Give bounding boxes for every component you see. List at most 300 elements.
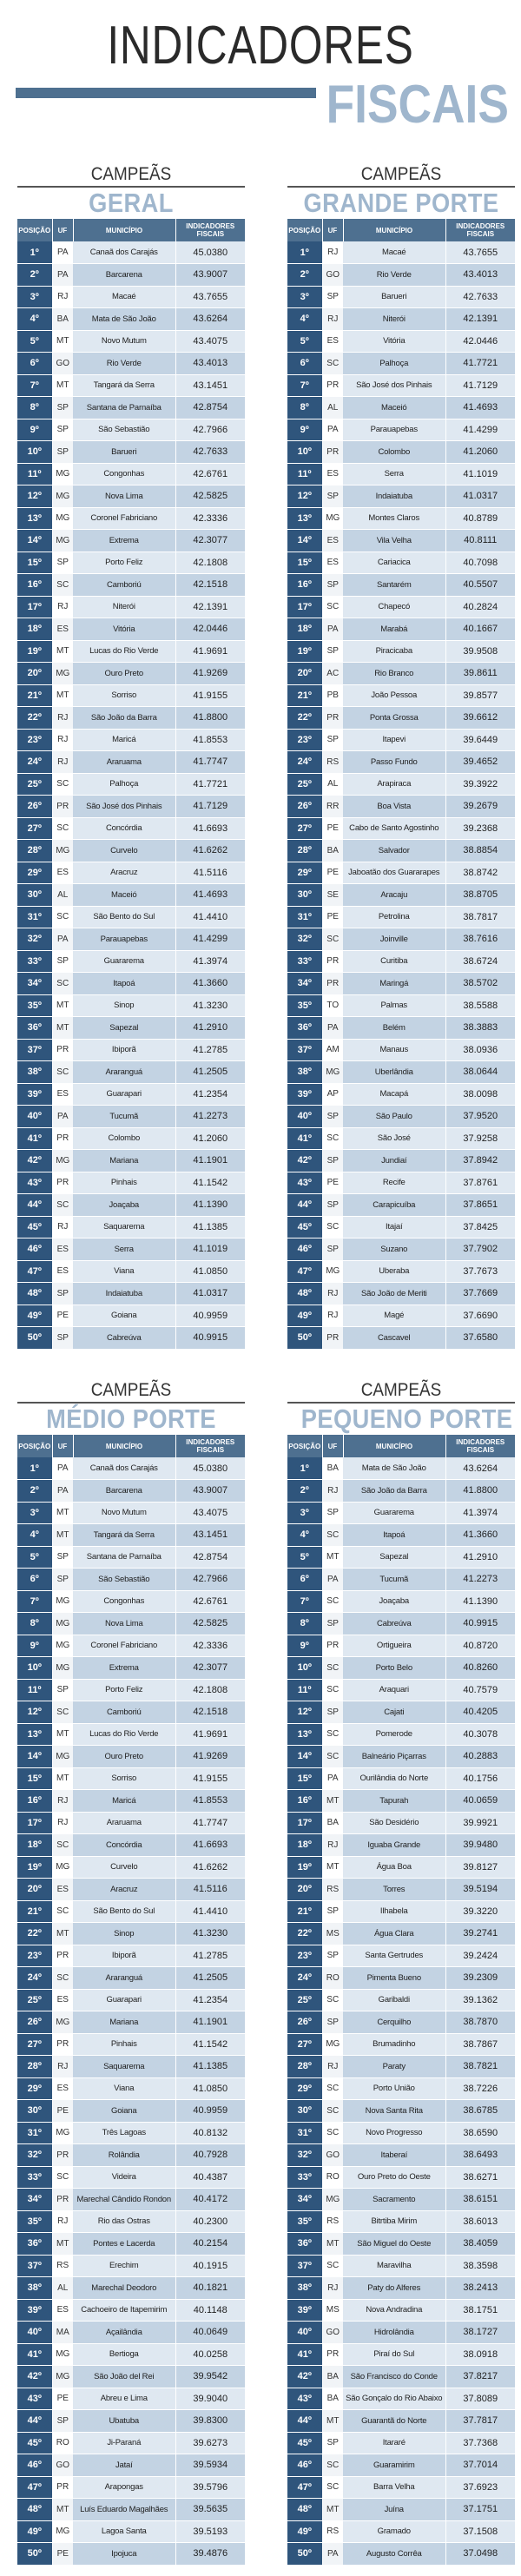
rank-cell: 30º [17, 884, 52, 907]
rank-cell: 25º [287, 1989, 322, 2011]
table-header [287, 219, 515, 241]
rank-cell: 41º [287, 2343, 322, 2366]
rank-cell: 15º [287, 1767, 322, 1790]
indicator-cell: 37.7014 [445, 2454, 515, 2477]
municipality-cell: Sinop [73, 994, 175, 1017]
indicator-cell: 38.8705 [445, 884, 515, 907]
rank-cell: 4º [287, 308, 322, 331]
indicator-cell: 41.7721 [175, 773, 245, 796]
municipality-cell: São Bento do Sul [73, 1900, 175, 1923]
rank-cell: 9º [17, 419, 52, 441]
ranking-table [17, 219, 245, 1350]
state-cell: PE [322, 862, 343, 884]
table-row [287, 640, 515, 663]
state-cell: PE [52, 2543, 73, 2566]
municipality-cell: Macaé [343, 241, 445, 264]
indicator-cell: 42.6761 [175, 1590, 245, 1613]
state-cell: SC [322, 1746, 343, 1768]
state-cell: SC [322, 2100, 343, 2123]
state-cell: MG [322, 2033, 343, 2056]
state-cell: PA [52, 1457, 73, 1480]
state-cell: SC [52, 1967, 73, 1990]
indicator-cell: 41.2910 [445, 1546, 515, 1569]
table-row [287, 1172, 515, 1194]
rank-cell: 17º [17, 1812, 52, 1834]
indicator-cell: 41.1019 [175, 1238, 245, 1261]
state-cell: AC [322, 663, 343, 685]
indicator-cell: 41.1901 [175, 2011, 245, 2034]
municipality-cell: Rio Verde [343, 264, 445, 287]
indicator-cell: 39.5193 [175, 2520, 245, 2543]
indicator-cell: 38.6493 [445, 2144, 515, 2167]
municipality-cell: Macapá [343, 1083, 445, 1106]
table-row [287, 1127, 515, 1150]
table-row [287, 2100, 515, 2123]
ranking-panel-geral [17, 165, 245, 1350]
indicator-cell: 38.8742 [445, 862, 515, 884]
ranking-panel-medio-porte [17, 1381, 245, 2566]
table-row [287, 1723, 515, 1746]
rank-cell: 34º [17, 973, 52, 995]
state-cell: GO [322, 264, 343, 287]
indicator-cell: 41.2910 [175, 1017, 245, 1040]
state-cell: PA [322, 2543, 343, 2566]
state-cell: ES [322, 552, 343, 574]
table-row [287, 1017, 515, 1040]
category-title: GERAL [89, 188, 174, 218]
indicator-cell: 40.7928 [175, 2144, 245, 2167]
state-cell: MT [322, 1790, 343, 1813]
municipality-cell: Macaé [73, 286, 175, 308]
state-cell: SP [52, 2410, 73, 2433]
state-cell: RO [322, 2166, 343, 2189]
state-cell: MT [52, 1767, 73, 1790]
indicator-cell: 45.0380 [175, 241, 245, 264]
header-posicao: POSIÇÃO [17, 1435, 52, 1457]
rank-cell: 36º [287, 1017, 322, 1040]
table-row [287, 2033, 515, 2056]
rank-cell: 1º [287, 1457, 322, 1480]
table-row [17, 773, 245, 796]
rank-cell: 40º [287, 2322, 322, 2344]
rank-cell: 37º [17, 1039, 52, 1061]
municipality-cell: Maceió [343, 397, 445, 419]
indicator-cell: 39.8611 [445, 663, 515, 685]
municipality-cell: São José dos Pinhais [73, 796, 175, 818]
rank-cell: 42º [287, 2366, 322, 2388]
rank-cell: 13º [17, 1723, 52, 1746]
rank-cell: 18º [17, 618, 52, 641]
indicator-cell: 40.8132 [175, 2122, 245, 2144]
table-row [287, 441, 515, 464]
table-row [17, 2299, 245, 2322]
header-posicao: POSIÇÃO [287, 219, 322, 241]
municipality-cell: Saquarema [73, 2056, 175, 2078]
municipality-cell: Boa Vista [343, 796, 445, 818]
header-indicadores: INDICADORES FISCAIS [445, 219, 515, 241]
rank-cell: 37º [287, 2255, 322, 2277]
table-row [287, 264, 515, 287]
indicator-cell: 42.7633 [175, 441, 245, 464]
rank-cell: 25º [17, 773, 52, 796]
state-cell: PR [52, 2144, 73, 2167]
campeoes-label: CAMPEÃS [90, 164, 172, 184]
table-row [287, 1679, 515, 1701]
table-row [287, 2277, 515, 2300]
rank-cell: 7º [17, 1590, 52, 1613]
municipality-cell: Ourilândia do Norte [343, 1767, 445, 1790]
rank-cell: 49º [17, 2520, 52, 2543]
indicator-cell: 41.9269 [175, 1746, 245, 1768]
indicator-cell: 41.6262 [175, 840, 245, 862]
municipality-cell: Novo Mutum [73, 1502, 175, 1524]
state-cell: SC [52, 1701, 73, 1724]
state-cell: SC [52, 1834, 73, 1857]
indicator-cell: 41.6693 [175, 817, 245, 840]
table-row [287, 2144, 515, 2167]
state-cell: GO [52, 2454, 73, 2477]
rank-cell: 18º [287, 618, 322, 641]
municipality-cell: Itapoá [73, 973, 175, 995]
municipality-cell: Ubatuba [73, 2410, 175, 2433]
table-row [17, 330, 245, 353]
municipality-cell: Rio Branco [343, 663, 445, 685]
rank-cell: 11º [287, 463, 322, 485]
municipality-cell: Ibiporã [73, 1945, 175, 1967]
municipality-cell: Augusto Corrêa [343, 2543, 445, 2566]
table-row [287, 574, 515, 597]
rank-cell: 21º [17, 1900, 52, 1923]
table-row [17, 397, 245, 419]
table-row [287, 1657, 515, 1680]
municipality-cell: Parauapebas [73, 928, 175, 951]
table-row [287, 374, 515, 397]
table-row [287, 994, 515, 1017]
municipality-cell: Ipojuca [73, 2543, 175, 2566]
state-cell: SC [52, 906, 73, 928]
category-title: PEQUENO PORTE [300, 1404, 513, 1434]
indicator-cell: 43.4013 [445, 264, 515, 287]
state-cell: MG [52, 463, 73, 485]
state-cell: SP [322, 286, 343, 308]
municipality-cell: Bitrtiba Mirim [343, 2210, 445, 2233]
table-row [17, 2011, 245, 2034]
rank-cell: 26º [287, 2011, 322, 2034]
state-cell: SC [322, 928, 343, 951]
state-cell: SC [322, 1989, 343, 2011]
table-row [287, 241, 515, 264]
table-row [17, 1150, 245, 1172]
municipality-cell: Coronel Fabriciano [73, 1635, 175, 1657]
state-cell: RJ [322, 1834, 343, 1857]
indicator-cell: 38.4059 [445, 2233, 515, 2256]
state-cell: PA [322, 1017, 343, 1040]
table-row [17, 663, 245, 685]
indicator-cell: 39.2679 [445, 796, 515, 818]
rank-cell: 43º [287, 2388, 322, 2410]
table-row [287, 2122, 515, 2144]
table-header [17, 1435, 245, 1457]
state-cell: MG [52, 2122, 73, 2144]
table-row [287, 353, 515, 375]
rank-cell: 3º [287, 1502, 322, 1524]
table-row [287, 530, 515, 552]
municipality-cell: Mata de São João [73, 308, 175, 331]
state-cell: RJ [52, 596, 73, 618]
indicator-cell: 38.0644 [445, 1061, 515, 1084]
rank-cell: 48º [17, 1283, 52, 1305]
municipality-cell: Pinhais [73, 2033, 175, 2056]
indicator-cell: 37.9520 [445, 1106, 515, 1128]
state-cell: RJ [52, 2210, 73, 2233]
rank-cell: 12º [17, 485, 52, 508]
state-cell: PR [322, 374, 343, 397]
header-municipio: MUNICÍPIO [343, 219, 445, 241]
indicator-cell: 41.9269 [175, 663, 245, 685]
indicator-cell: 37.7669 [445, 1283, 515, 1305]
state-cell: RJ [322, 241, 343, 264]
municipality-cell: Tangará da Serra [73, 374, 175, 397]
indicator-cell: 38.3598 [445, 2255, 515, 2277]
municipality-cell: Marechal Deodoro [73, 2277, 175, 2300]
rank-cell: 43º [287, 1172, 322, 1194]
table-row [17, 1635, 245, 1657]
indicator-cell: 38.6590 [445, 2122, 515, 2144]
rank-cell: 4º [17, 1524, 52, 1547]
municipality-cell: Congonhas [73, 463, 175, 485]
table-row [17, 684, 245, 707]
indicator-cell: 41.1385 [175, 2056, 245, 2078]
table-row [17, 928, 245, 951]
state-cell: RJ [52, 286, 73, 308]
rank-cell: 5º [287, 330, 322, 353]
state-cell: BA [322, 840, 343, 862]
state-cell: PR [52, 1127, 73, 1150]
table-row [287, 330, 515, 353]
municipality-cell: Joaçaba [73, 1194, 175, 1217]
state-cell: BA [322, 2388, 343, 2410]
rank-cell: 44º [17, 1194, 52, 1217]
municipality-cell: Goiana [73, 2100, 175, 2123]
indicator-cell: 38.0098 [445, 1083, 515, 1106]
municipality-cell: Jaboatão dos Guararapes [343, 862, 445, 884]
state-cell: PE [52, 2100, 73, 2123]
table-row [287, 906, 515, 928]
state-cell: GO [52, 353, 73, 375]
state-cell: MT [52, 994, 73, 1017]
table-row [17, 1923, 245, 1945]
indicator-cell: 42.1808 [175, 552, 245, 574]
table-row [287, 973, 515, 995]
indicator-cell: 39.2424 [445, 1945, 515, 1967]
indicator-cell: 39.2741 [445, 1923, 515, 1945]
table-row [17, 2476, 245, 2499]
municipality-cell: Rio Verde [73, 353, 175, 375]
rank-cell: 17º [287, 596, 322, 618]
header-uf: UF [322, 1435, 343, 1457]
indicator-cell: 40.8260 [445, 1657, 515, 1680]
municipality-cell: Ponta Grossa [343, 707, 445, 730]
indicator-cell: 38.6271 [445, 2166, 515, 2189]
municipality-cell: Cabreúva [73, 1327, 175, 1350]
municipality-cell: Goiana [73, 1305, 175, 1327]
indicator-cell: 41.2785 [175, 1039, 245, 1061]
campeoes-label: CAMPEÃS [360, 164, 442, 184]
municipality-cell: Cerquilho [343, 2011, 445, 2034]
indicator-cell: 40.1148 [175, 2299, 245, 2322]
state-cell: ES [52, 618, 73, 641]
rank-cell: 30º [287, 2100, 322, 2123]
state-cell: RJ [52, 1790, 73, 1813]
municipality-cell: Arapongas [73, 2476, 175, 2499]
table-row [17, 1524, 245, 1547]
header-uf: UF [322, 219, 343, 241]
rank-cell: 48º [17, 2499, 52, 2521]
table-row [287, 2343, 515, 2366]
rank-cell: 36º [17, 2233, 52, 2256]
rank-cell: 40º [287, 1106, 322, 1128]
municipality-cell: Uberlândia [343, 1061, 445, 1084]
table-row [287, 2322, 515, 2344]
rank-cell: 45º [287, 1216, 322, 1238]
table-row [17, 1701, 245, 1724]
indicator-cell: 37.7368 [445, 2432, 515, 2454]
rank-cell: 27º [287, 817, 322, 840]
indicator-cell: 40.2824 [445, 596, 515, 618]
state-cell: SC [322, 1679, 343, 1701]
municipality-cell: Açailândia [73, 2322, 175, 2344]
ranking-table [17, 1435, 245, 2566]
table-row [287, 1106, 515, 1128]
municipality-cell: Palmas [343, 994, 445, 1017]
state-cell: RJ [52, 1812, 73, 1834]
municipality-cell: Extrema [73, 1657, 175, 1680]
state-cell: TO [322, 994, 343, 1017]
state-cell: MT [322, 2499, 343, 2521]
table-row [17, 1457, 245, 1480]
rank-cell: 5º [17, 1546, 52, 1569]
rank-cell: 18º [287, 1834, 322, 1857]
rank-cell: 9º [287, 1635, 322, 1657]
rank-cell: 9º [17, 1635, 52, 1657]
rank-cell: 33º [17, 2166, 52, 2189]
rank-cell: 27º [17, 817, 52, 840]
indicator-cell: 38.6724 [445, 950, 515, 973]
title-line-2: FISCAIS [326, 75, 509, 135]
table-row [17, 950, 245, 973]
indicator-cell: 39.6612 [445, 707, 515, 730]
rank-cell: 42º [17, 2366, 52, 2388]
state-cell: MG [52, 2011, 73, 2034]
indicator-cell: 38.7616 [445, 928, 515, 951]
indicator-cell: 40.1821 [175, 2277, 245, 2300]
state-cell: MG [52, 1635, 73, 1657]
state-cell: BA [322, 2366, 343, 2388]
indicator-cell: 41.2505 [175, 1061, 245, 1084]
table-row [17, 374, 245, 397]
table-row [287, 862, 515, 884]
municipality-cell: Palhoça [73, 773, 175, 796]
rank-cell: 20º [17, 1879, 52, 1901]
rank-cell: 45º [287, 2432, 322, 2454]
municipality-cell: Niterói [343, 308, 445, 331]
table-row [287, 1900, 515, 1923]
municipality-cell: Curitiba [343, 950, 445, 973]
ranking-table [287, 219, 515, 1350]
table-row [17, 973, 245, 995]
municipality-cell: Nova Santa Rita [343, 2100, 445, 2123]
rank-cell: 37º [287, 1039, 322, 1061]
state-cell: PR [322, 1635, 343, 1657]
indicator-cell: 40.0649 [175, 2322, 245, 2344]
table-row [17, 530, 245, 552]
municipality-cell: Novo Progresso [343, 2122, 445, 2144]
rank-cell: 38º [287, 1061, 322, 1084]
municipality-cell: Ouro Preto do Oeste [343, 2166, 445, 2189]
rank-cell: 19º [287, 640, 322, 663]
municipality-cell: Serra [343, 463, 445, 485]
indicator-cell: 40.4172 [175, 2189, 245, 2211]
state-cell: RO [52, 2432, 73, 2454]
header-indicadores: INDICADORES FISCAIS [445, 1435, 515, 1457]
state-cell: MT [52, 374, 73, 397]
rank-cell: 20º [287, 1879, 322, 1901]
state-cell: SP [322, 1900, 343, 1923]
state-cell: SP [322, 1194, 343, 1217]
rank-cell: 29º [17, 862, 52, 884]
state-cell: AL [322, 773, 343, 796]
rank-cell: 39º [287, 1083, 322, 1106]
table-row [17, 1790, 245, 1813]
header-municipio: MUNICÍPIO [73, 219, 175, 241]
municipality-cell: Guaramirim [343, 2454, 445, 2477]
municipality-cell: Santana de Parnaíba [73, 1546, 175, 1569]
municipality-cell: Joinville [343, 928, 445, 951]
municipality-cell: Água Clara [343, 1923, 445, 1945]
table-row [287, 2454, 515, 2477]
indicator-cell: 38.6013 [445, 2210, 515, 2233]
state-cell: MT [52, 330, 73, 353]
municipality-cell: Cachoeiro de Itapemirim [73, 2299, 175, 2322]
state-cell: MA [52, 2322, 73, 2344]
indicator-cell: 40.8720 [445, 1635, 515, 1657]
indicator-cell: 42.3077 [175, 1657, 245, 1680]
table-row [287, 2011, 515, 2034]
page-title [0, 0, 521, 139]
table-row [17, 2432, 245, 2454]
table-row [287, 2366, 515, 2388]
indicator-cell: 43.1451 [175, 1524, 245, 1547]
municipality-cell: Pomerode [343, 1723, 445, 1746]
indicator-cell: 38.1727 [445, 2322, 515, 2344]
indicator-cell: 40.8789 [445, 507, 515, 530]
municipality-cell: Tucumã [73, 1106, 175, 1128]
state-cell: PR [322, 2343, 343, 2366]
indicator-cell: 41.3660 [445, 1524, 515, 1547]
rank-cell: 38º [17, 1061, 52, 1084]
table-row [287, 308, 515, 331]
municipality-cell: Barueri [343, 286, 445, 308]
municipality-cell: Serra [73, 1238, 175, 1261]
municipality-cell: Cabo de Santo Agostinho [343, 817, 445, 840]
municipality-cell: Barcarena [73, 264, 175, 287]
municipality-cell: Cajati [343, 1701, 445, 1724]
table-row [17, 507, 245, 530]
municipality-cell: Guarantã do Norte [343, 2410, 445, 2433]
state-cell: MT [52, 2499, 73, 2521]
table-row [287, 1480, 515, 1503]
table-row [287, 2077, 515, 2100]
